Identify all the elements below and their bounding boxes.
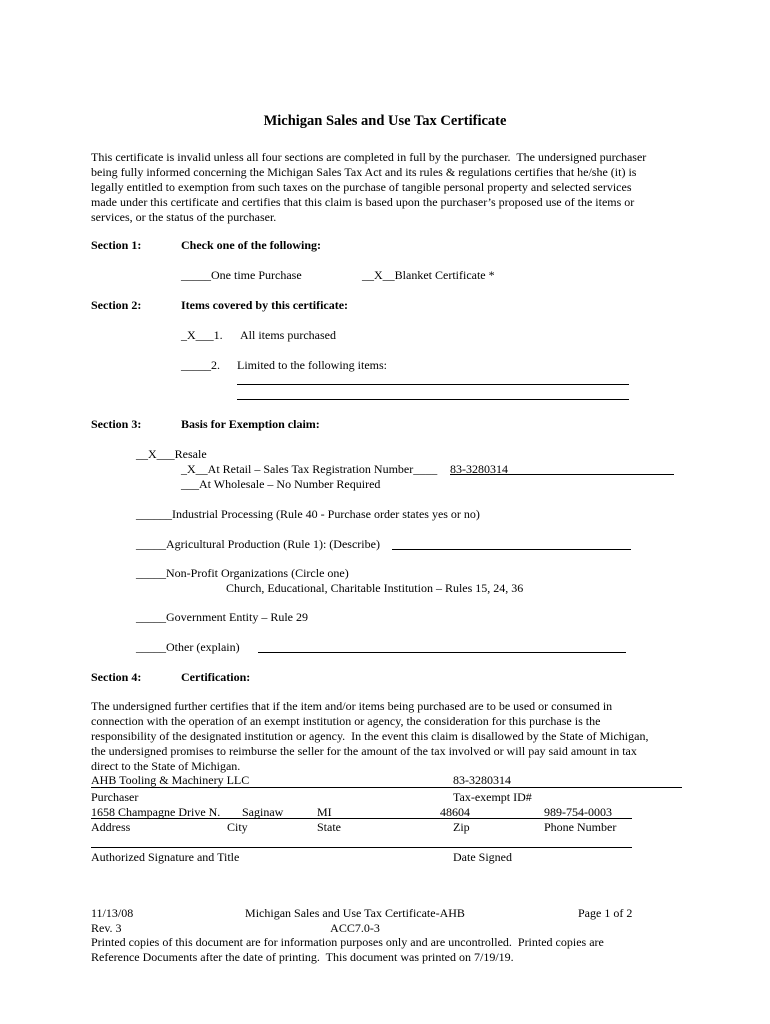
limited-items-line-2[interactable] xyxy=(237,399,629,400)
section-1-label: Section 1: xyxy=(91,238,142,252)
city-label: City xyxy=(227,820,248,834)
intro-paragraph: This certificate is invalid unless all four sections are completed in full by the purchaser. The undersigned purchaser being fully informed concerning the Michigan Sales Tax Act and its rules & regulations certifies that he/she (it) is legally entitled to exemption from such taxes on the purchase of tangible personal property and selected services made under this certificate and certifies that this claim is based upon the purchaser’s proposed use of the items or services, or the status of the purchaser. xyxy=(91,150,647,224)
address-label: Address xyxy=(91,820,131,834)
section-3-label: Section 3: xyxy=(91,417,142,431)
at-retail-option[interactable]: _X__At Retail – Sales Tax Registration Number____ xyxy=(181,462,438,476)
date-signed-label: Date Signed xyxy=(453,850,512,864)
address-line xyxy=(91,818,632,819)
footer-document-title: Michigan Sales and Use Tax Certificate-AHB xyxy=(245,906,465,920)
government-entity-option[interactable]: _____Government Entity – Rule 29 xyxy=(136,610,308,624)
non-profit-option[interactable]: _____Non-Profit Organizations (Circle one) xyxy=(136,566,349,580)
state-label: State xyxy=(317,820,341,834)
blanket-certificate-option[interactable]: __X__Blanket Certificate * xyxy=(362,268,495,282)
footer-date: 11/13/08 xyxy=(91,906,134,920)
other-explain-line[interactable] xyxy=(258,652,626,653)
purchaser-line xyxy=(91,787,682,788)
non-profit-types: Church, Educational, Charitable Institution – Rules 15, 24, 36 xyxy=(226,581,524,595)
phone-value[interactable]: 989-754-0003 xyxy=(544,805,612,819)
section-3-heading: Basis for Exemption claim: xyxy=(181,417,320,431)
address-value[interactable]: 1658 Champagne Drive N. xyxy=(91,805,221,819)
section-2-label: Section 2: xyxy=(91,298,142,312)
footer-notice: Printed copies of this document are for information purposes only and are uncontrolled. Printed copies are Reference Documents after the date of printing. This document was printed on 7/19/19. xyxy=(91,935,604,964)
zip-value[interactable]: 48604 xyxy=(440,805,470,819)
limited-items-label: Limited to the following items: xyxy=(237,358,387,372)
purchaser-label: Purchaser xyxy=(91,790,139,804)
industrial-processing-option[interactable]: ______Industrial Processing (Rule 40 - Purchase order states yes or no) xyxy=(136,507,480,521)
limited-items-line-1[interactable] xyxy=(237,384,629,385)
city-value[interactable]: Saginaw xyxy=(242,805,284,819)
section-4-label: Section 4: xyxy=(91,670,142,684)
one-time-purchase-option[interactable]: _____One time Purchase xyxy=(181,268,302,282)
section-4-heading: Certification: xyxy=(181,670,251,684)
section-1-heading: Check one of the following: xyxy=(181,238,321,252)
at-wholesale-option[interactable]: ___At Wholesale – No Number Required xyxy=(181,477,381,491)
footer-document-code: ACC7.0-3 xyxy=(330,921,380,935)
resale-option[interactable]: __X___Resale xyxy=(136,447,207,461)
purchaser-value[interactable]: AHB Tooling & Machinery LLC xyxy=(91,773,250,787)
phone-label: Phone Number xyxy=(544,820,617,834)
signature-label: Authorized Signature and Title xyxy=(91,850,240,864)
zip-label: Zip xyxy=(453,820,470,834)
limited-items-mark[interactable]: _____2. xyxy=(181,358,220,372)
agricultural-describe-line[interactable] xyxy=(392,549,631,550)
state-value[interactable]: MI xyxy=(317,805,332,819)
tax-id-label: Tax-exempt ID# xyxy=(453,790,532,804)
section-2-heading: Items covered by this certificate: xyxy=(181,298,349,312)
registration-number-line xyxy=(450,474,674,475)
all-items-mark[interactable]: _X___1. xyxy=(181,328,223,342)
signature-line[interactable] xyxy=(91,847,632,848)
document-title: Michigan Sales and Use Tax Certificate xyxy=(263,113,507,129)
all-items-label: All items purchased xyxy=(240,328,336,342)
tax-id-value[interactable]: 83-3280314 xyxy=(453,773,511,787)
other-option[interactable]: _____Other (explain) xyxy=(136,640,240,654)
footer-page-number: Page 1 of 2 xyxy=(578,906,633,920)
sales-tax-registration-number: 83-3280314 xyxy=(450,462,508,476)
certification-paragraph: The undersigned further certifies that if the item and/or items being purchased are to be used or consumed in connection with the operation of an exempt institution or agency, the consideration for this purchase is the responsibility of the designated institution or agency. In the event this claim is disallowed by the State of Michigan, the undersigned promises to reimburse the seller for the amount of the tax involved or will pay said amount in tax direct to the State of Michigan. xyxy=(91,699,649,773)
footer-revision: Rev. 3 xyxy=(91,921,122,935)
agricultural-production-option[interactable]: _____Agricultural Production (Rule 1): (Describe) xyxy=(136,537,380,551)
